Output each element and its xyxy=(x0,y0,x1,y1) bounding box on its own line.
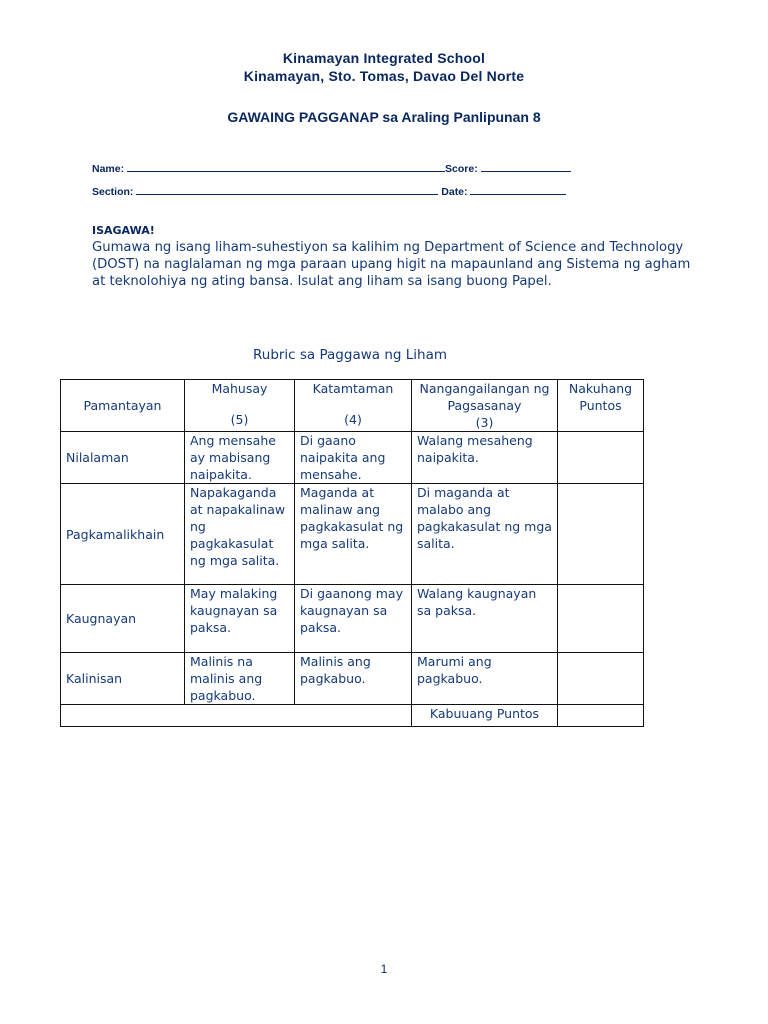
header-nakuhang-puntos-label: Nakuhang Puntos xyxy=(568,381,633,413)
criterion-cell: Kaugnayan xyxy=(61,585,185,653)
table-row xyxy=(61,653,644,705)
header-katamtaman-points: (4) xyxy=(344,412,362,427)
criterion-cell: Nilalaman xyxy=(61,432,185,484)
score-input-cell[interactable] xyxy=(558,484,644,585)
activity-title: GAWAING PAGGANAP sa Araling Panlipunan 8 xyxy=(227,109,541,125)
school-name: Kinamayan Integrated School xyxy=(282,50,486,66)
name-label: Name: xyxy=(92,163,125,175)
section-date-row xyxy=(92,185,566,198)
header-nangangailangan xyxy=(412,380,558,432)
header-pamantayan xyxy=(61,380,185,432)
mahusay-cell: Napakaganda at napakalinaw ng pagkakasulat ng mga salita. xyxy=(185,484,295,585)
nangangailangan-cell: Walang kaugnayan sa paksa. xyxy=(412,585,558,653)
header-nangangailangan-points: (3) xyxy=(475,415,494,430)
header-katamtaman xyxy=(295,380,412,432)
mahusay-cell: Ang mensahe ay mabisang naipakita. xyxy=(185,432,295,484)
instructions-body: Gumawa ng isang liham-suhestiyon sa kalihim ng Department of Science and Technology (DOST) na naglalaman ng mga paraan upang higit na mapaunland ang Sistema ng agham at teknolohiya ng ating bansa. Isulat ang liham sa isang buong Papel. xyxy=(92,240,691,289)
total-empty-cell xyxy=(61,705,412,727)
total-row xyxy=(61,705,644,727)
nangangailangan-cell: Walang mesaheng naipakita. xyxy=(412,432,558,484)
date-field[interactable] xyxy=(470,185,566,195)
header-mahusay xyxy=(185,380,295,432)
rubric-title: Rubric sa Paggawa ng Liham xyxy=(252,347,447,363)
header-pamantayan-label: Pamantayan xyxy=(83,398,162,413)
header-mahusay-points: (5) xyxy=(230,412,249,427)
section-field[interactable] xyxy=(136,185,438,195)
total-score-cell[interactable] xyxy=(558,705,644,727)
rubric-table xyxy=(60,379,644,727)
header-nangangailangan-label: Nangangailangan ng Pagsasanay xyxy=(419,381,550,413)
mahusay-cell: May malaking kaugnayan sa paksa. xyxy=(185,585,295,653)
katamtaman-cell: Malinis ang pagkabuo. xyxy=(295,653,412,705)
name-score-row xyxy=(92,162,571,175)
section-label: Section: xyxy=(92,186,134,198)
school-address: Kinamayan, Sto. Tomas, Davao Del Norte xyxy=(243,68,525,84)
school-header xyxy=(0,49,768,85)
table-row xyxy=(61,484,644,585)
score-field[interactable] xyxy=(481,162,571,172)
header-katamtaman-label: Katamtaman xyxy=(312,381,394,396)
score-input-cell[interactable] xyxy=(558,653,644,705)
name-field[interactable] xyxy=(127,162,445,172)
mahusay-cell: Malinis na malinis ang pagkabuo. xyxy=(185,653,295,705)
total-label: Kabuuang Puntos xyxy=(412,705,558,727)
rubric-header-row xyxy=(61,380,644,432)
criterion-cell: Pagkamalikhain xyxy=(61,484,185,585)
katamtaman-cell: Di gaano naipakita ang mensahe. xyxy=(295,432,412,484)
katamtaman-cell: Maganda at malinaw ang pagkakasulat ng mga salita. xyxy=(295,484,412,585)
page-number: 1 xyxy=(380,962,388,976)
instructions-heading: ISAGAWA! xyxy=(92,224,155,237)
score-label: Score: xyxy=(445,163,478,175)
header-mahusay-label: Mahusay xyxy=(211,381,268,396)
criterion-cell: Kalinisan xyxy=(61,653,185,705)
header-nakuhang-puntos xyxy=(558,380,644,432)
nangangailangan-cell: Marumi ang pagkabuo. xyxy=(412,653,558,705)
table-row xyxy=(61,432,644,484)
score-input-cell[interactable] xyxy=(558,585,644,653)
date-label: Date: xyxy=(441,186,468,198)
katamtaman-cell: Di gaanong may kaugnayan sa paksa. xyxy=(295,585,412,653)
table-row xyxy=(61,585,644,653)
nangangailangan-cell: Di maganda at malabo ang pagkakasulat ng mga salita. xyxy=(412,484,558,585)
score-input-cell[interactable] xyxy=(558,432,644,484)
